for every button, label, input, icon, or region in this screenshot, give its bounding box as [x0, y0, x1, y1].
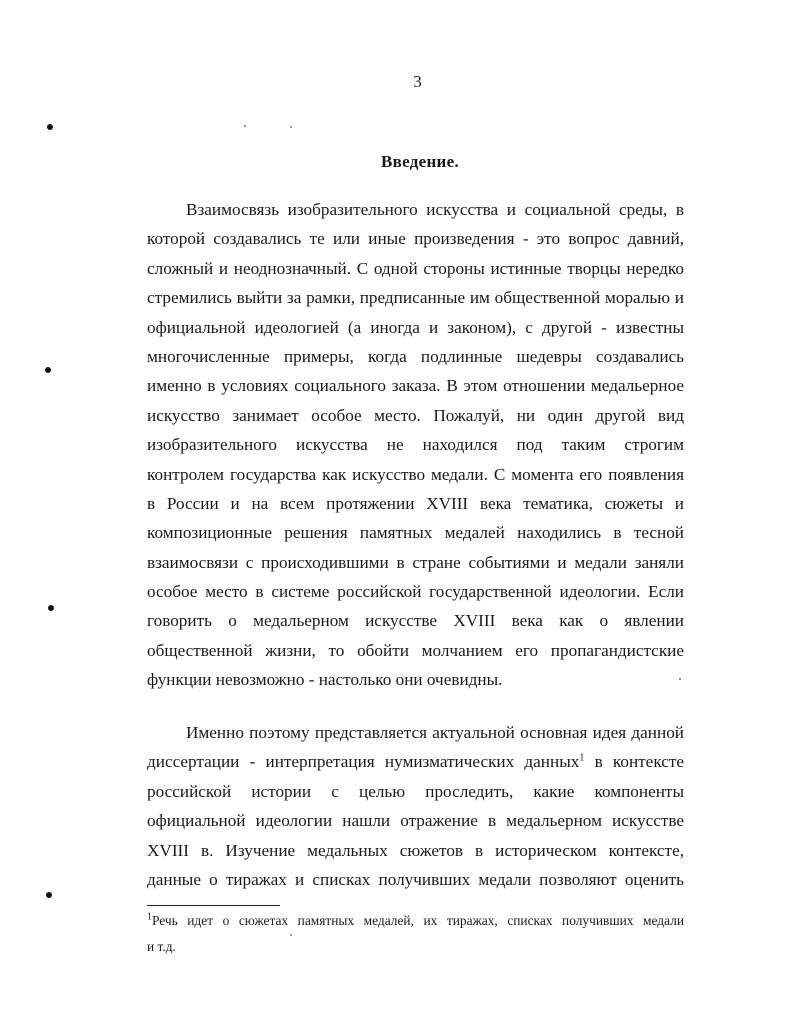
scan-speck — [244, 125, 246, 127]
footnote-line: и т.д. — [147, 939, 176, 954]
footnote — [147, 908, 684, 960]
text-line: стремились выйти за рамки, предписанные им общественной моралью и — [147, 288, 684, 308]
binding-hole-1 — [47, 124, 53, 130]
text-line: сложный и неоднозначный. С одной стороны истинные творцы нередко — [147, 258, 684, 278]
paragraph-2 — [147, 718, 684, 894]
text-line: которой создавались те или иные произведения - это вопрос давний, — [147, 229, 684, 249]
text-segment: диссертации - интерпретация нумизматических данных — [147, 752, 580, 772]
text-line: говорить о медальерном искусстве XVIII века как о явлении — [147, 611, 684, 631]
footnote-text: Речь идет о сюжетах памятных медалей, их тиражах, списках получивших медали — [152, 913, 684, 928]
text-line: в России и на всем протяжении XVIII века тематика, сюжеты и — [147, 493, 684, 513]
text-line: данные о тиражах и списках получивших медали позволяют оценить — [147, 869, 684, 889]
text-line: искусство занимает особое место. Пожалуй, ни один другой вид — [147, 405, 684, 425]
text-line: общественной жизни, то обойти молчанием его пропагандистские — [147, 640, 684, 660]
binding-hole-3 — [48, 605, 54, 611]
binding-hole-2 — [45, 367, 51, 373]
footnote-ref: 1 — [579, 752, 585, 764]
text-line: Именно поэтому представляется актуальной основная идея данной — [186, 723, 684, 742]
text-line: многочисленные примеры, когда подлинные шедевры создавались — [147, 346, 684, 366]
footnote-separator — [147, 905, 280, 906]
binding-hole-4 — [46, 892, 52, 898]
text-line: особое место в системе российской государственной идеологии. Если — [147, 582, 684, 602]
text-line: XVIII в. Изучение медальных сюжетов в историческом контексте, — [147, 840, 684, 860]
text-line: контролем государства как искусство медали. С момента его появления — [147, 464, 684, 484]
text-line: российской истории с целью проследить, какие компоненты — [147, 781, 684, 801]
text-line-with-footnote — [147, 747, 684, 776]
text-line: взаимосвязи с происходившими в стране событиями и медали заняли — [147, 552, 684, 572]
page-number: 3 — [413, 72, 422, 91]
section-heading: Введение. — [380, 152, 460, 171]
text-line: функции невозможно - настолько они очевидны. — [147, 670, 503, 690]
footnote-line — [147, 908, 684, 934]
text-line: Взаимосвязь изобразительного искусства и социальной среды, в — [186, 200, 684, 219]
text-line: композиционные решения памятных медалей находились в тесной — [147, 523, 684, 543]
scan-speck — [290, 126, 292, 128]
text-line: официальной идеологией (а иногда и законом), с другой - известны — [147, 317, 684, 337]
footnote-marker: 1 — [147, 911, 152, 923]
text-line: именно в условиях социального заказа. В этом отношении медальерное — [147, 376, 684, 396]
text-segment: в контексте — [594, 752, 684, 772]
paragraph-1 — [147, 195, 684, 695]
text-line: официальной идеологии нашли отражение в медальерном искусстве — [147, 811, 684, 831]
text-line: изобразительного искусства не находился под таким строгим — [147, 435, 684, 455]
